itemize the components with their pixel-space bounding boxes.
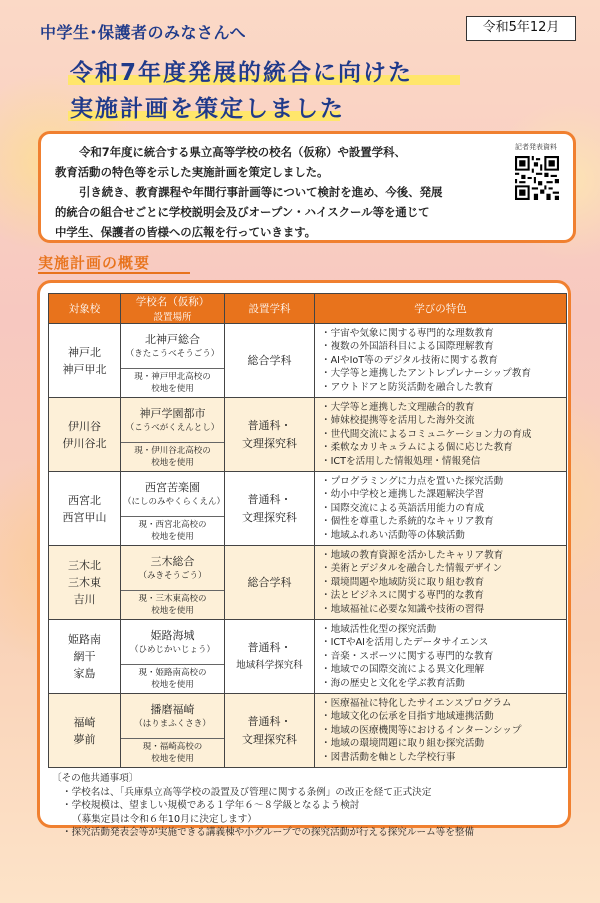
target-school: 家島 — [73, 667, 96, 680]
school-name-block — [121, 620, 224, 665]
features-cell — [315, 398, 567, 472]
target-school: 三木北 — [68, 559, 101, 572]
header-features: 学びの特色 — [315, 294, 567, 324]
intro-line: 教育活動の特色等を示した実施計画を策定しました。 — [55, 165, 329, 179]
dept-cell — [225, 324, 315, 398]
dept-line: 総合学科 — [247, 353, 292, 367]
school-name: 北神戸総合 — [145, 333, 200, 346]
feature-item: ・ 音楽・スポーツに関する専門的な教育 — [321, 650, 560, 664]
dept-cell — [225, 694, 315, 768]
school-name: 神戸学園都市 — [139, 407, 206, 420]
feature-item: ・ 地域の環境問題に取り組む探究活動 — [321, 737, 560, 751]
school-name: 播磨福崎 — [150, 703, 195, 716]
school-reading: （ひめじかいじょう） — [129, 645, 215, 655]
school-name: 姫路海城 — [150, 629, 195, 642]
qr-label: 記者発表資料 — [515, 143, 557, 151]
features-cell — [315, 324, 567, 398]
page-title-line1: 令和7年度発展的統合に向けた — [70, 60, 414, 86]
site-line: 校地を使用 — [151, 384, 194, 394]
header-target: 対象校 — [49, 294, 121, 324]
header-name-label: 学校名（仮称） — [135, 296, 210, 308]
dept-line: 文理探究科 — [242, 732, 297, 746]
school-name-block — [121, 546, 224, 591]
feature-item: ・ 地域活性化型の探究活動 — [321, 623, 560, 637]
feature-item: ・ 大学等と連携した文理融合的教育 — [321, 401, 560, 415]
features-cell — [315, 472, 567, 546]
feature-item: ・ アウトドアと防災活動を融合した教育 — [321, 381, 560, 395]
target-school: 三木東 — [68, 576, 101, 589]
table-row — [49, 472, 567, 546]
notes-heading: 〔その他共通事項〕 — [52, 773, 139, 784]
target-school: 伊川谷北 — [62, 436, 107, 450]
site-line: 現・伊川谷北高校の — [134, 446, 211, 456]
school-name-cell — [121, 398, 225, 472]
school-name-cell — [121, 694, 225, 768]
note-item: ・学校名は、「兵庫県立高等学校の設置及び管理に関する条例」の改正を経て正式決定 — [62, 786, 432, 798]
target-schools — [49, 472, 121, 546]
feature-item: ・ AIやIoT等のデジタル技術に関する教育 — [321, 354, 560, 368]
target-school: 神戸北 — [68, 345, 101, 359]
plan-table — [48, 293, 567, 768]
school-site — [121, 591, 224, 619]
dept-cell — [225, 398, 315, 472]
school-name-block — [121, 472, 224, 517]
date-box: 令和5年12月 — [466, 16, 576, 41]
feature-item: ・ 美術とデジタルを融合した情報デザイン — [321, 562, 560, 576]
dept-cell — [225, 546, 315, 620]
note-item: ・探究活動発表会等が実施できる講義棟や小グループでの探究活動が行える探究ルーム等を整備 — [62, 827, 475, 839]
dept-line: 文理探究科 — [242, 436, 297, 450]
school-site — [121, 665, 224, 693]
site-line: 校地を使用 — [151, 606, 194, 616]
dept-line: 普通科・ — [247, 640, 292, 654]
feature-item: ・ 地域ふれあい活動等の体験活動 — [321, 529, 560, 543]
site-line: 現・三木東高校の — [138, 594, 207, 604]
feature-item: ・ 個性を尊重した系統的なキャリア教育 — [321, 515, 560, 529]
page-title-line2: 実施計画を策定しました — [70, 96, 345, 122]
section-title: 実施計画の概要 — [38, 254, 151, 272]
header-dept: 設置学科 — [225, 294, 315, 324]
feature-item: ・ 海の歴史と文化を学ぶ教育活動 — [321, 677, 560, 691]
features-list — [321, 697, 560, 765]
school-name-cell — [121, 546, 225, 620]
site-line: 現・姫路南高校の — [138, 668, 207, 678]
feature-item: ・ 姉妹校提携等を活用した海外交流 — [321, 414, 560, 428]
feature-item: ・ 地域での国際交流による異文化理解 — [321, 663, 560, 677]
table-row — [49, 324, 567, 398]
feature-item: ・ 宇宙や気象に関する専門的な理数教育 — [321, 327, 560, 341]
school-site — [121, 369, 224, 397]
feature-item: ・ ICTを活用した情報処理・情報発信 — [321, 455, 560, 469]
school-name-block — [121, 694, 224, 739]
target-schools — [49, 324, 121, 398]
school-site — [121, 517, 224, 545]
target-schools — [49, 546, 121, 620]
dept-line: 普通科・ — [247, 714, 292, 728]
feature-item: ・ 世代間交流によるコミュニケーション力の育成 — [321, 428, 560, 442]
school-name: 三木総合 — [150, 555, 195, 568]
features-list — [321, 475, 560, 543]
target-school: 夢前 — [73, 732, 96, 746]
target-school: 網干 — [73, 650, 96, 663]
feature-item: ・ 医療福祉に特化したサイエンスプログラム — [321, 697, 560, 711]
school-reading: （こうべがくえんとし） — [125, 423, 220, 433]
header-name — [121, 294, 225, 324]
site-line: 校地を使用 — [151, 458, 194, 468]
table-row — [49, 694, 567, 768]
site-line: 校地を使用 — [151, 532, 194, 542]
feature-item: ・ 複数の外国語科目による国際理解教育 — [321, 340, 560, 354]
audience-heading: 中学生･保護者のみなさんへ — [40, 23, 247, 42]
school-site — [121, 443, 224, 471]
dept-cell — [225, 620, 315, 694]
target-schools — [49, 620, 121, 694]
feature-item: ・ 地域福祉に必要な知識や技術の習得 — [321, 603, 560, 617]
features-list — [321, 327, 560, 395]
feature-item: ・ 環境問題や地域防災に取り組む教育 — [321, 576, 560, 590]
note-item: （募集定員は令和６年10月に決定します） — [72, 813, 257, 825]
dept-line: 文理探究科 — [242, 510, 297, 524]
site-line: 現・神戸甲北高校の — [134, 372, 211, 382]
intro-line: 的統合の組合せごとに学校説明会及びオープン・ハイスクール等を通じて — [55, 205, 430, 219]
dept-line: 普通科・ — [247, 418, 292, 432]
features-list — [321, 549, 560, 617]
header-location-label: 設置場所 — [153, 312, 192, 323]
dept-line: 普通科・ — [247, 492, 292, 506]
school-reading: （みきそうごう） — [138, 571, 207, 581]
feature-item: ・ 国際交流による英語活用能力の育成 — [321, 502, 560, 516]
feature-item: ・ 図書活動を軸とした学校行事 — [321, 751, 560, 765]
dept-line: 地域科学探究科 — [236, 659, 303, 671]
qr-code-icon[interactable] — [515, 156, 559, 200]
site-line: 現・西宮北高校の — [138, 520, 207, 530]
intro-line: 令和7年度に統合する県立高等学校の校名（仮称）や設置学科、 — [79, 145, 406, 159]
features-cell — [315, 694, 567, 768]
features-list — [321, 401, 560, 469]
feature-item: ・ ICTやAIを活用したデータサイエンス — [321, 636, 560, 650]
intro-line: 中学生、保護者の皆様への広報を行っていきます。 — [55, 225, 317, 239]
feature-item: ・ 大学等と連携したアントレプレナーシップ教育 — [321, 367, 560, 381]
plan-table-box — [37, 280, 571, 839]
feature-item: ・ 法とビジネスに関する専門的な教育 — [321, 589, 560, 603]
target-schools — [49, 694, 121, 768]
target-school: 伊川谷 — [68, 419, 101, 433]
dept-cell — [225, 472, 315, 546]
school-name-cell — [121, 620, 225, 694]
school-site — [121, 739, 224, 767]
features-cell — [315, 546, 567, 620]
site-line: 校地を使用 — [151, 680, 194, 690]
school-name-block — [121, 324, 224, 369]
section-underline — [38, 272, 190, 274]
dept-line: 総合学科 — [247, 575, 292, 589]
feature-item: ・ 柔軟なカリキュラムによる個に応じた教育 — [321, 441, 560, 455]
feature-item: ・ プログラミングに力点を置いた探究活動 — [321, 475, 560, 489]
feature-item: ・ 地域文化の伝承を目指す地域連携活動 — [321, 710, 560, 724]
target-schools — [49, 398, 121, 472]
site-line: 校地を使用 — [151, 754, 194, 764]
school-reading: （きたこうべそうごう） — [125, 349, 220, 359]
target-school: 吉川 — [73, 593, 96, 606]
feature-item: ・ 幼小中学校と連携した課題解決学習 — [321, 488, 560, 502]
school-name-cell — [121, 324, 225, 398]
features-cell — [315, 620, 567, 694]
intro-box — [38, 131, 576, 243]
target-school: 西宮甲山 — [62, 510, 107, 524]
features-list — [321, 623, 560, 691]
site-line: 現・福崎高校の — [142, 742, 203, 752]
school-name-block — [121, 398, 224, 443]
table-row — [49, 620, 567, 694]
note-item: ・学校規模は、望ましい規模である１学年６～８学級となるよう検討 — [62, 800, 360, 812]
target-school: 西宮北 — [68, 493, 101, 507]
notes — [48, 772, 560, 840]
target-school: 姫路南 — [68, 633, 101, 646]
intro-line: 引き続き、教育課程や年間行事計画等について検討を進め、今後、発展 — [79, 185, 443, 199]
feature-item: ・ 地域の医療機関等におけるインターンシップ — [321, 724, 560, 738]
school-name-cell — [121, 472, 225, 546]
target-school: 神戸甲北 — [62, 362, 107, 376]
school-reading: （はりまふくさき） — [134, 719, 211, 729]
table-row — [49, 546, 567, 620]
school-name: 西宮苦楽園 — [145, 481, 200, 494]
feature-item: ・ 地域の教育資源を活かしたキャリア教育 — [321, 549, 560, 563]
target-school: 福崎 — [73, 715, 96, 729]
school-reading: （にしのみやくらくえん） — [123, 497, 226, 507]
table-row — [49, 398, 567, 472]
